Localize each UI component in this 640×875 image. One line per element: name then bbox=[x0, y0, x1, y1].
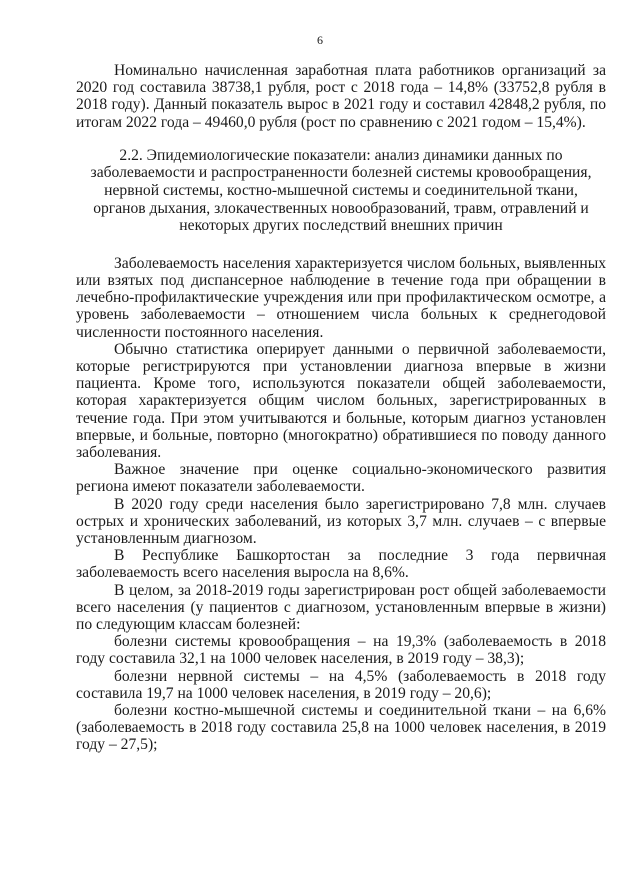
intro-paragraph: Номинально начисленная заработная плата работников организаций за 2020 год составила 38738,1 рубля, рост с 2018 года – 14,8% (33752,8 рубля в 2018 году). Данный показатель вырос в 2021 году и составил 42848,2 рубля, по итогам 2022 года – 49460,0 рубля (рост по сравнению с 2021 годом – 15,4%). bbox=[76, 62, 606, 131]
list-item-circulatory: болезни системы кровообращения – на 19,3% (заболеваемость в 2018 году составила 32,1 на 1000 человек населения, в 2019 году – 38,3); bbox=[76, 633, 606, 668]
list-item-musculoskeletal: болезни костно-мышечной системы и соединительной ткани – на 6,6% (заболеваемость в 2018 году составила 25,8 на 1000 человек населения, в 2019 году – 27,5); bbox=[76, 702, 606, 754]
paragraph-importance: Важное значение при оценке социально-экономического развития региона имеют показатели заболеваемости. bbox=[76, 461, 606, 496]
section-heading: 2.2. Эпидемиологические показатели: анализ динамики данных по заболеваемости и распространенности болезней системы кровообращения, нервной системы, костно-мышечной системы и соединительной ткани, органов дыхания, злокачественных новообразований, травм, отравлений и некоторых других последствий внешних причин bbox=[90, 146, 592, 235]
paragraph-morbidity-definition: Заболеваемость населения характеризуется числом больных, выявленных или взятых под диспансерное наблюдение в течение года при обращении в лечебно-профилактические учреждения или при профилактическом осмотре, а уровень заболеваемости – отношением числа больных к среднегодовой численности постоянного населения. bbox=[76, 254, 606, 341]
paragraph-growth-classes: В целом, за 2018-2019 годы зарегистрирован рост общей заболеваемости всего населения (у пациентов с диагнозом, установленным впервые в жизни) по следующим классам болезней: bbox=[76, 581, 606, 634]
paragraph-2020-cases: В 2020 году среди населения было зарегистрировано 7,8 млн. случаев острых и хронических заболеваний, из которых 3,7 млн. случаев – с впервые установленным диагнозом. bbox=[76, 495, 606, 548]
paragraph-bashkortostan: В Республике Башкортостан за последние 3 года первичная заболеваемость всего населения выросла на 8,6%. bbox=[76, 547, 606, 582]
page-number: 6 bbox=[317, 33, 323, 47]
list-item-nervous: болезни нервной системы – на 4,5% (заболеваемость в 2018 году составила 19,7 на 1000 человек населения, в 2019 году – 20,6); bbox=[76, 667, 606, 702]
document-body bbox=[76, 62, 606, 754]
paragraph-primary-morbidity: Обычно статистика оперирует данными о первичной заболеваемости, которые регистрируются при установлении диагноза впервые в жизни пациента. Кроме того, используются показатели общей заболеваемости, которая характеризуется общим числом больных, зарегистрированных в течение года. При этом учитываются и больные, которым диагноз установлен впервые, и больные, повторно (многократно) обратившиеся по поводу данного заболевания. bbox=[76, 340, 606, 462]
